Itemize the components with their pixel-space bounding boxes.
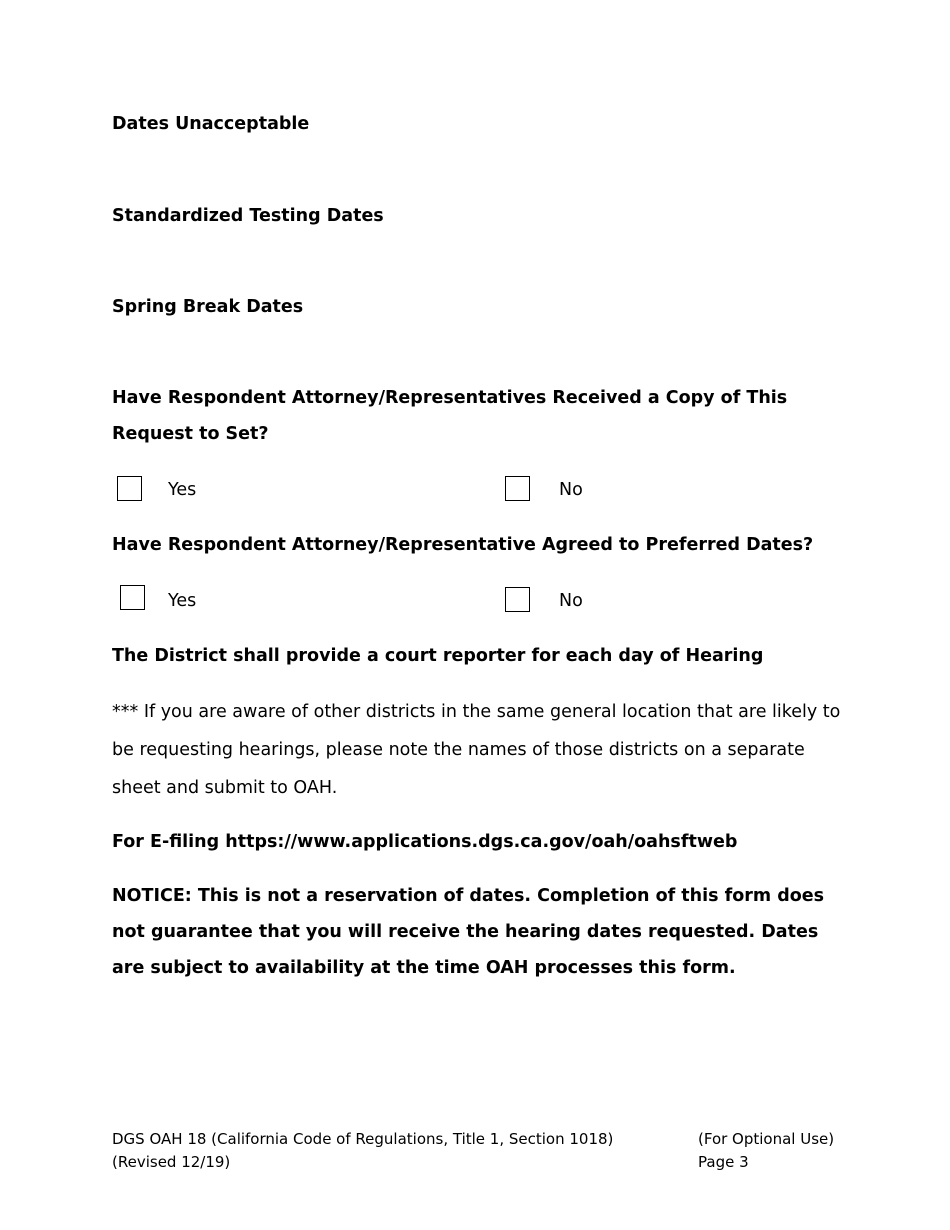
notice-paragraph: NOTICE: This is not a reservation of dates. Completion of this form does not guarantee that you will receive the hearing dates requested. Dates are subject to availability at the time OAH processes this form. — [112, 886, 825, 978]
footer-revised: (Revised 12/19) — [112, 1153, 231, 1171]
agreed-dates-no-label: No — [559, 591, 583, 611]
footer-left — [112, 1128, 613, 1174]
standardized-testing-heading: Standardized Testing Dates — [112, 206, 384, 226]
copy-received-yes-checkbox[interactable] — [117, 476, 142, 501]
question-agreed-dates: Have Respondent Attorney/Representative Agreed to Preferred Dates? — [112, 535, 814, 555]
copy-received-no-label: No — [559, 480, 583, 500]
footer-optional-use: (For Optional Use) — [698, 1130, 835, 1148]
dates-unacceptable-heading: Dates Unacceptable — [112, 114, 310, 134]
footer-form-id: DGS OAH 18 (California Code of Regulations, Title 1, Section 1018) — [112, 1130, 614, 1148]
agreed-dates-no-checkbox[interactable] — [505, 587, 530, 612]
agreed-dates-yes-label: Yes — [168, 591, 197, 611]
other-districts-note: *** If you are aware of other districts in the same general location that are likely to be requesting hearings, please note the names of those districts on a separate sheet and submit to OAH. — [112, 702, 841, 798]
footer-page-number: Page 3 — [698, 1153, 749, 1171]
question-copy-received: Have Respondent Attorney/Representatives Received a Copy of This Request to Set? — [112, 388, 788, 444]
footer-right — [698, 1128, 834, 1174]
spring-break-heading: Spring Break Dates — [112, 297, 304, 317]
efiling-link[interactable]: For E-filing https://www.applications.dgs.ca.gov/oah/oahsftweb — [112, 832, 738, 852]
agreed-dates-yes-checkbox[interactable] — [120, 585, 145, 610]
copy-received-no-checkbox[interactable] — [505, 476, 530, 501]
court-reporter-statement: The District shall provide a court reporter for each day of Hearing — [112, 646, 764, 666]
copy-received-yes-label: Yes — [168, 480, 197, 500]
